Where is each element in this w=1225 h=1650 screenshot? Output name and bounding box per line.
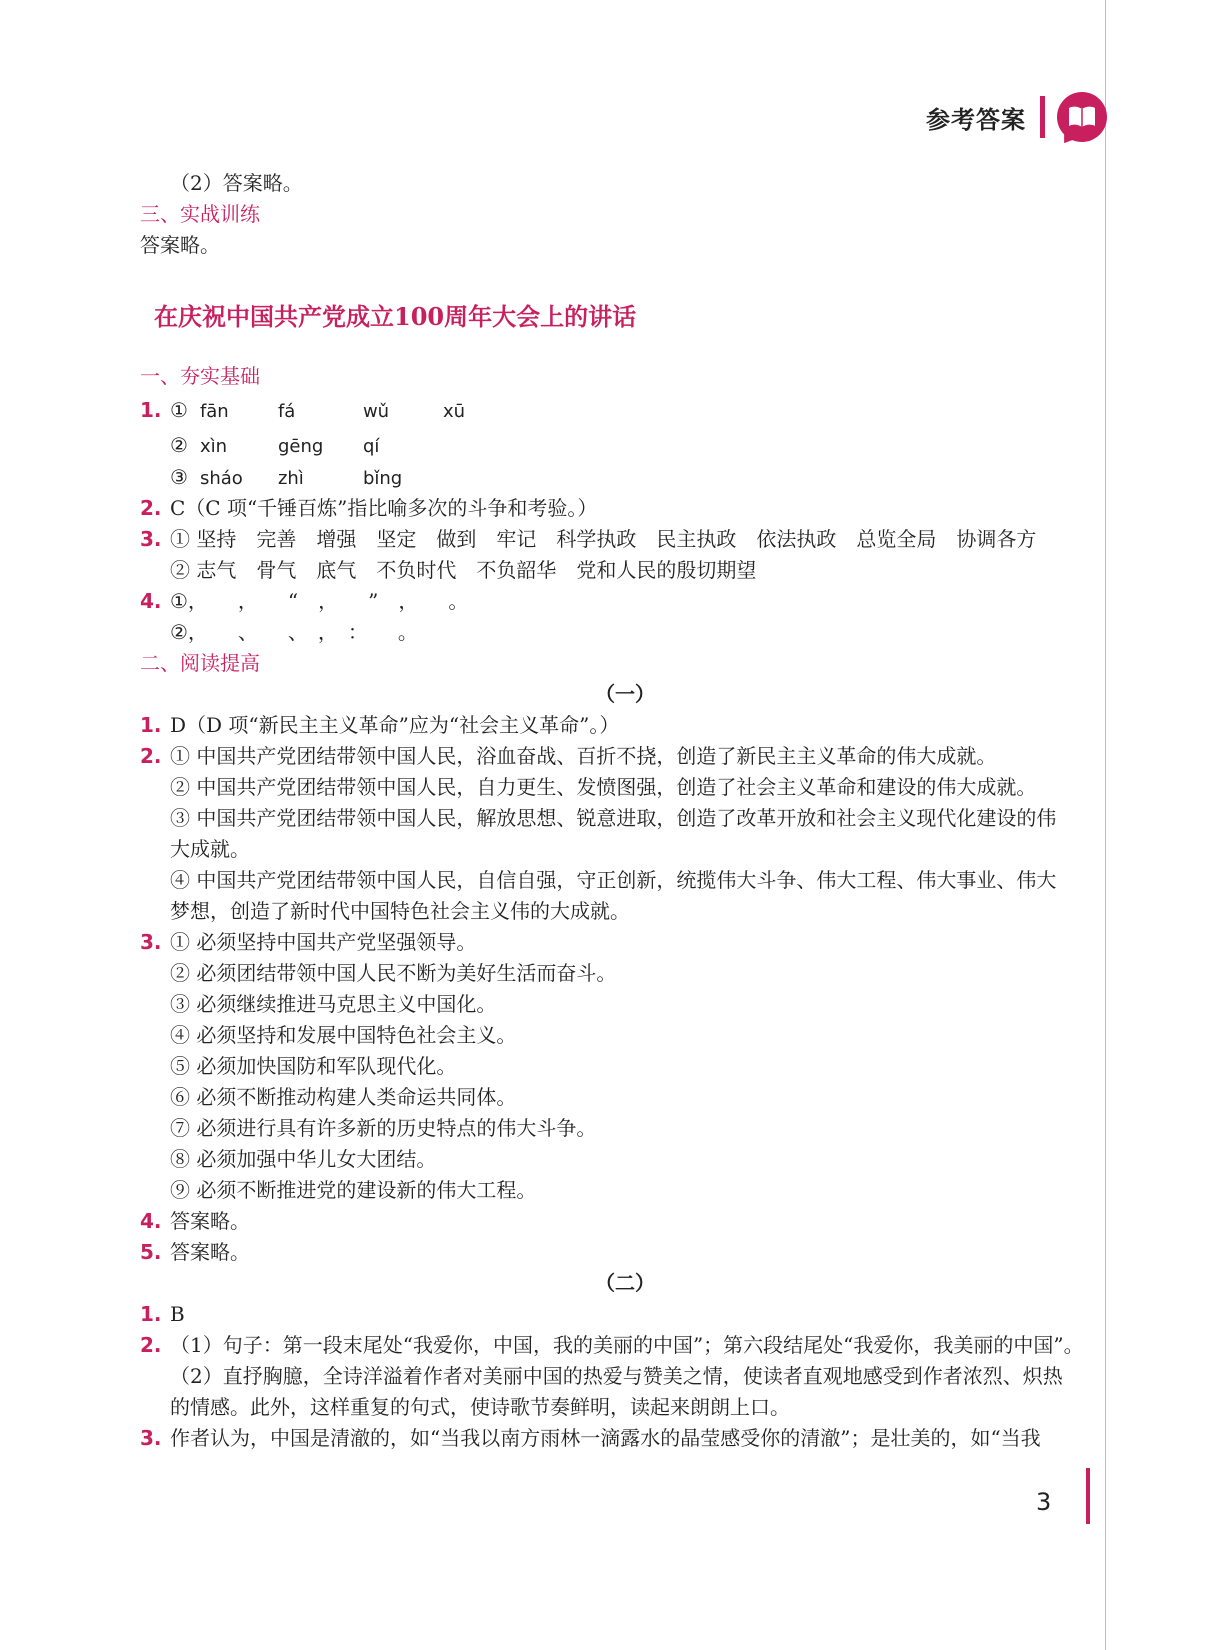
answer-line: ⑤ 必须加快国防和军队现代化。 [170, 1054, 457, 1078]
reading2-question-2 [140, 1330, 1110, 1361]
answer-line: ② 必须团结带领中国人民不断为美好生活而奋斗。 [170, 961, 617, 985]
answer-line: ③ 中国共产党团结带领中国人民，解放思想、锐意进取，创造了改革开放和社会主义现代化建设的伟 [170, 806, 1057, 830]
question-number: 5. [140, 1240, 162, 1264]
subsection-title-1: （一） [595, 682, 655, 706]
answer-text: ① 坚持 完善 增强 坚定 做到 牢记 科学执政 民主执政 依法执政 总览全局 协调各方 [170, 527, 1037, 551]
question-number: 3. [140, 930, 162, 954]
question-4-row-2: ②， 、 、 ， ： 。 [170, 620, 418, 644]
question-2 [140, 493, 1110, 524]
pinyin: zhì [277, 468, 304, 489]
page-header [926, 92, 1107, 142]
answer-line: ② 中国共产党团结带领中国人民，自力更生、发愤图强，创造了社会主义革命和建设的伟大成就。 [170, 775, 1037, 799]
section-heading-basics: 一、夯实基础 [140, 364, 260, 388]
answer-line: ④ 必须坚持和发展中国特色社会主义。 [170, 1023, 517, 1047]
question-number: 3. [140, 527, 162, 551]
lesson-title: 在庆祝中国共产党成立100周年大会上的讲话 [154, 302, 637, 331]
answer-line: 梦想，创造了新时代中国特色社会主义伟的大成就。 [170, 899, 630, 923]
question-4 [140, 586, 1110, 617]
pinyin: sháo [199, 468, 243, 489]
item-mark: ① [170, 398, 188, 422]
question-number: 4. [140, 1209, 162, 1233]
answer-text: B [170, 1302, 185, 1326]
intro-line-1: （2）答案略。 [170, 171, 303, 195]
answer-text: ① 必须坚持中国共产党坚强领导。 [170, 930, 477, 954]
item-mark: ② [170, 433, 188, 457]
answer-text: 答案略。 [170, 1209, 250, 1233]
answer-line: 的情感。此外，这样重复的句式，使诗歌节奏鲜明，读起来朗朗上口。 [170, 1395, 790, 1419]
answer-line: ⑨ 必须不断推进党的建设新的伟大工程。 [170, 1178, 537, 1202]
reading1-question-1 [140, 710, 1110, 741]
answer-line: （2）直抒胸臆，全诗洋溢着作者对美丽中国的热爱与赞美之情，使读者直观地感受到作者浓烈、炽热 [170, 1364, 1063, 1388]
question-number: 3. [140, 1426, 162, 1450]
question-3-row-2: ② 志气 骨气 底气 不负时代 不负韶华 党和人民的殷切期望 [170, 558, 757, 582]
pinyin: bǐng [362, 468, 403, 489]
answer-text: 作者认为，中国是清澈的，如“当我以南方雨林一滴露水的晶莹感受你的清澈”；是壮美的，如“当我 [170, 1426, 1041, 1450]
question-number: 2. [140, 496, 162, 520]
reading1-question-2 [140, 741, 1110, 772]
page-number: 3 [1036, 1488, 1052, 1516]
question-3 [140, 524, 1110, 555]
pinyin: fá [277, 401, 296, 422]
item-mark: ③ [170, 465, 188, 489]
answer-line: ⑦ 必须进行具有许多新的历史特点的伟大斗争。 [170, 1116, 597, 1140]
answer-line: ③ 必须继续推进马克思主义中国化。 [170, 992, 497, 1016]
section-heading-practice: 三、实战训练 [140, 202, 260, 226]
question-number: 2. [140, 1333, 162, 1357]
intro-line-2: 答案略。 [140, 233, 220, 257]
answer-text: C（C 项“千锤百炼”指比喻多次的斗争和考验。） [170, 496, 598, 520]
reading2-question-3 [140, 1423, 1110, 1454]
pinyin: qí [362, 436, 380, 457]
answer-text: ①， ， “ ， ” ， 。 [170, 589, 469, 613]
question-number: 1. [140, 398, 162, 422]
question-number: 1. [140, 1302, 162, 1326]
subsection-title-2: （二） [595, 1271, 655, 1295]
answer-text: D（D 项“新民主主义革命”应为“社会主义革命”。） [170, 713, 620, 737]
pinyin: xū [442, 401, 465, 422]
question-1-row-3 [140, 462, 1110, 493]
header-divider [1040, 96, 1045, 138]
answer-line: 大成就。 [170, 837, 250, 861]
header-title: 参考答案 [926, 105, 1026, 134]
answer-text: （1）句子：第一段末尾处“我爱你，中国，我的美丽的中国”；第六段结尾处“我爱你，我美丽的中国”。 [170, 1333, 1084, 1357]
answer-line: ⑧ 必须加强中华儿女大团结。 [170, 1147, 437, 1171]
pinyin: fān [199, 401, 229, 422]
section-heading-reading: 二、阅读提高 [140, 651, 260, 675]
reading1-question-4 [140, 1206, 1110, 1237]
reading2-question-1 [140, 1299, 1110, 1330]
answer-text: ① 中国共产党团结带领中国人民，浴血奋战、百折不挠，创造了新民主主义革命的伟大成就。 [170, 744, 997, 768]
answer-text: 答案略。 [170, 1240, 250, 1264]
pinyin: xìn [199, 436, 227, 457]
open-book-icon [1057, 92, 1107, 142]
reading1-question-5 [140, 1237, 1110, 1268]
question-1 [140, 392, 1110, 428]
pinyin: wǔ [362, 401, 390, 422]
page-number-bar [1086, 1468, 1090, 1524]
reading1-question-3 [140, 927, 1110, 958]
question-number: 4. [140, 589, 162, 613]
question-number: 1. [140, 713, 162, 737]
question-number: 2. [140, 744, 162, 768]
answer-line: ④ 中国共产党团结带领中国人民，自信自强，守正创新，统揽伟大斗争、伟大工程、伟大事业、伟大 [170, 868, 1057, 892]
answer-content [140, 168, 1110, 1454]
answer-line: ⑥ 必须不断推动构建人类命运共同体。 [170, 1085, 517, 1109]
question-1-row-2 [140, 428, 1110, 462]
pinyin: gēng [277, 436, 324, 457]
